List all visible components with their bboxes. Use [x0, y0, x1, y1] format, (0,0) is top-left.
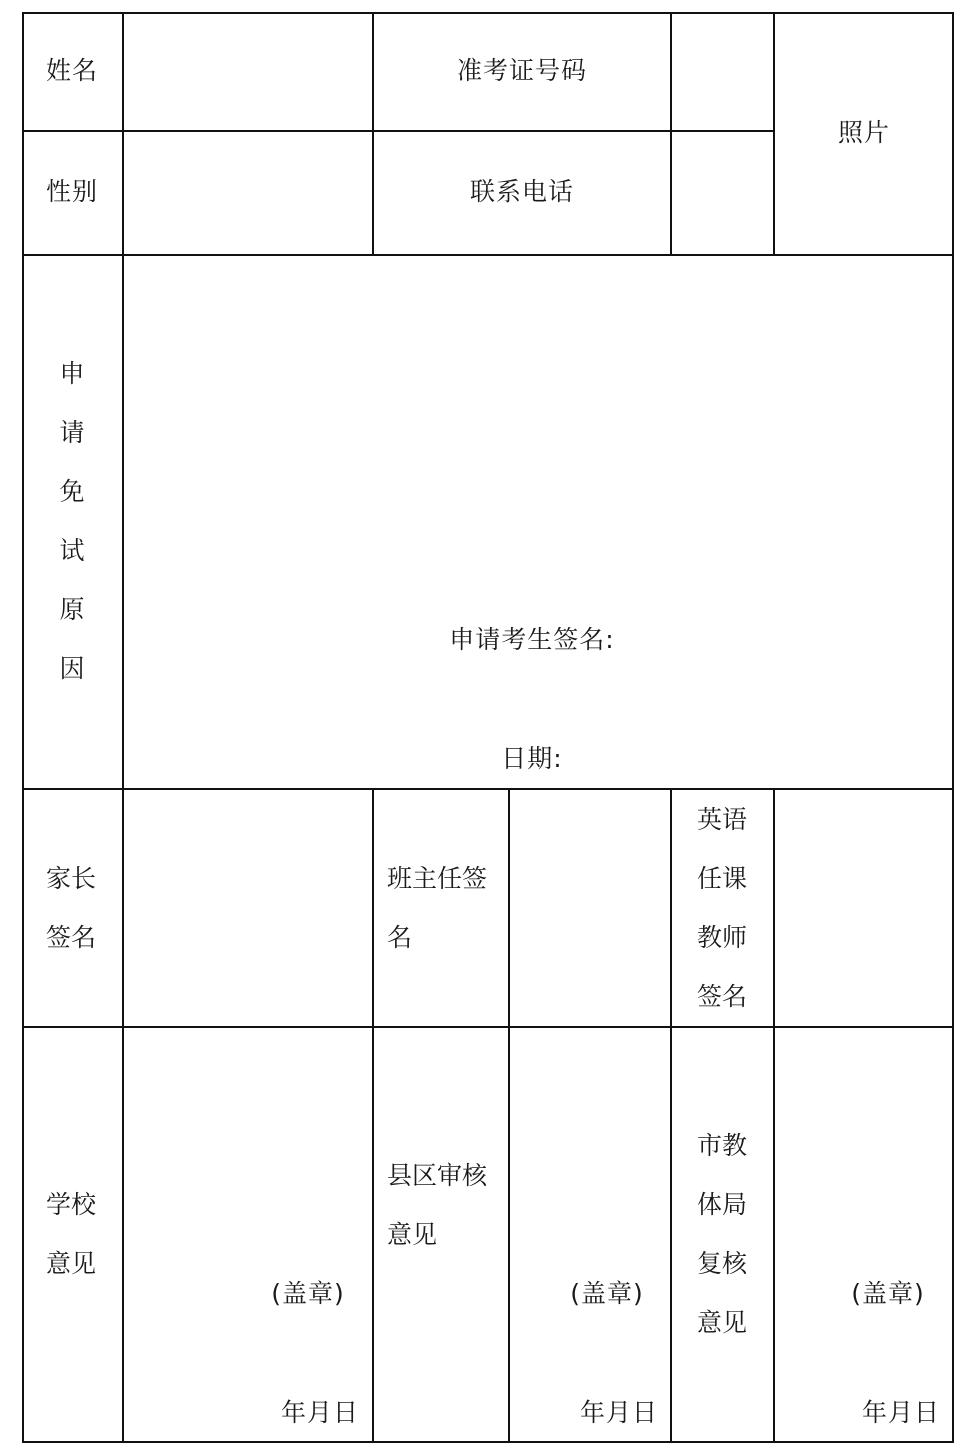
city-seal-label: (盖章)	[851, 1279, 925, 1308]
reason-label-char: 原	[59, 595, 85, 624]
english-teacher-signature-label	[697, 790, 747, 1026]
county-review-line: 意见	[387, 1220, 438, 1249]
reason-label-char: 试	[59, 536, 85, 565]
city-review-line: 体局	[697, 1190, 748, 1219]
english-teacher-signature-line: 签名	[697, 982, 748, 1011]
applicant-signature-label: 申请考生签名:	[449, 625, 615, 654]
county-review-label	[387, 1146, 487, 1264]
col-divider-4-bottom	[670, 788, 672, 1443]
reason-label-char: 因	[59, 654, 85, 683]
name-label: 姓名	[45, 56, 99, 85]
border-right	[952, 12, 954, 1443]
reason-field[interactable]	[124, 256, 952, 616]
city-review-line: 意见	[697, 1308, 748, 1337]
head-teacher-signature-field[interactable]	[510, 790, 670, 1026]
county-seal-label: (盖章)	[570, 1279, 644, 1308]
school-seal-label: (盖章)	[271, 1279, 345, 1308]
county-review-line: 县区审核	[387, 1161, 488, 1190]
city-review-label	[697, 1116, 747, 1352]
reason-label-char: 免	[59, 477, 85, 506]
reason-label-char: 申	[59, 359, 85, 388]
gender-field[interactable]	[124, 132, 372, 254]
school-opinion-label	[46, 1175, 96, 1293]
reason-label-char: 请	[59, 418, 85, 447]
exam-number-field[interactable]	[672, 14, 773, 130]
english-teacher-signature-field[interactable]	[775, 790, 952, 1026]
english-teacher-signature-line: 教师	[697, 923, 748, 952]
head-teacher-signature-line: 名	[387, 923, 413, 952]
school-opinion-line: 意见	[46, 1249, 97, 1278]
application-date-label: 日期:	[501, 744, 563, 773]
phone-label: 联系电话	[469, 177, 575, 206]
school-opinion-line: 学校	[46, 1190, 97, 1219]
parent-signature-line: 家长	[46, 864, 97, 893]
name-field[interactable]	[124, 14, 372, 130]
border-left	[22, 12, 24, 1443]
row-divider-4	[22, 1026, 954, 1028]
head-teacher-signature-label	[387, 849, 487, 967]
english-teacher-signature-line: 任课	[697, 864, 748, 893]
county-date-label: 年月日	[579, 1398, 659, 1427]
parent-signature-label	[46, 849, 96, 967]
parent-signature-field[interactable]	[124, 790, 372, 1026]
city-review-line: 市教	[697, 1131, 748, 1160]
english-teacher-signature-line: 英语	[697, 805, 748, 834]
col-divider-2-top	[372, 12, 374, 256]
col-divider-5-top	[773, 12, 775, 256]
reason-label	[52, 344, 92, 698]
photo-label: 照片	[837, 118, 891, 147]
parent-signature-line: 签名	[46, 923, 97, 952]
city-review-line: 复核	[697, 1249, 748, 1278]
school-date-label: 年月日	[280, 1398, 360, 1427]
head-teacher-signature-line: 班主任签	[387, 864, 488, 893]
border-bottom	[22, 1441, 954, 1443]
exam-number-label: 准考证号码	[456, 56, 588, 85]
city-date-label: 年月日	[861, 1398, 941, 1427]
phone-field[interactable]	[672, 132, 773, 254]
gender-label: 性别	[45, 177, 99, 206]
col-divider-2-bottom	[372, 788, 374, 1443]
